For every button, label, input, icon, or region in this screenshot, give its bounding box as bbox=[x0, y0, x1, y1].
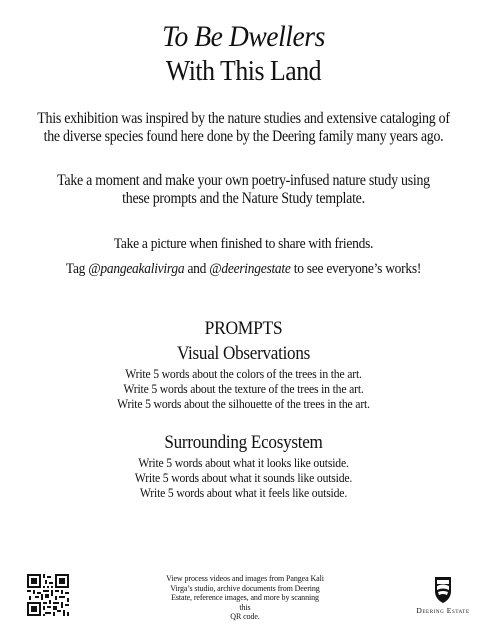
intro-paragraph-2 bbox=[24, 172, 462, 208]
visual-observations-list bbox=[24, 366, 462, 411]
tag-and: and bbox=[184, 261, 210, 277]
tag-prefix: Tag bbox=[65, 261, 89, 277]
prompts-heading: PROMPTS bbox=[204, 318, 283, 339]
surrounding-ecosystem-list bbox=[24, 455, 462, 500]
deering-estate-logo-text: Deering Estate bbox=[416, 606, 470, 615]
footer-line-2: Virga’s studio, archive documents from Deering bbox=[170, 583, 320, 593]
footer-line-4: QR code. bbox=[230, 612, 260, 621]
section-title-visual-observations: Visual Observations bbox=[176, 343, 311, 364]
title-line-1: To Be Dwellers bbox=[162, 20, 325, 53]
list-item: Write 5 words about what it sounds like outside. bbox=[134, 470, 353, 485]
list-item: Write 5 words about what it feels like outside. bbox=[139, 485, 348, 500]
picture-instruction: Take a picture when finished to share with friends. bbox=[113, 236, 374, 252]
list-item: Write 5 words about the silhouette of the trees in the art. bbox=[117, 396, 370, 411]
intro-paragraph-1-line-2: the diverse species found here done by the Deering family many years ago. bbox=[43, 128, 444, 145]
footer-line-3: Estate, reference images, and more by scanning this bbox=[171, 593, 319, 612]
intro-paragraph-2-line-2: these prompts and the Nature Study template. bbox=[122, 190, 365, 207]
list-item: Write 5 words about what it looks like outside. bbox=[138, 455, 349, 470]
tag-instruction bbox=[24, 260, 462, 278]
tag-suffix: to see everyone’s works! bbox=[290, 261, 422, 277]
footer-line-1: View process videos and images from Pangea Kali bbox=[166, 574, 324, 583]
footer-description bbox=[165, 574, 325, 622]
handle-pangeakalivirga: @pangeakalivirga bbox=[88, 261, 185, 277]
intro-paragraph-1-line-1: This exhibition was inspired by the nature studies and extensive cataloging of bbox=[37, 110, 450, 127]
title-line-2: With This Land bbox=[165, 56, 322, 87]
list-item: Write 5 words about the colors of the trees in the art. bbox=[125, 366, 362, 381]
qr-code-icon[interactable] bbox=[27, 574, 69, 616]
handle-deeringestate: @deeringestate bbox=[209, 261, 291, 277]
intro-paragraph-1 bbox=[24, 110, 462, 146]
intro-paragraph-2-line-1: Take a moment and make your own poetry-infused nature study using bbox=[57, 172, 430, 189]
section-title-surrounding-ecosystem: Surrounding Ecosystem bbox=[164, 432, 323, 453]
list-item: Write 5 words about the texture of the trees in the art. bbox=[123, 381, 364, 396]
